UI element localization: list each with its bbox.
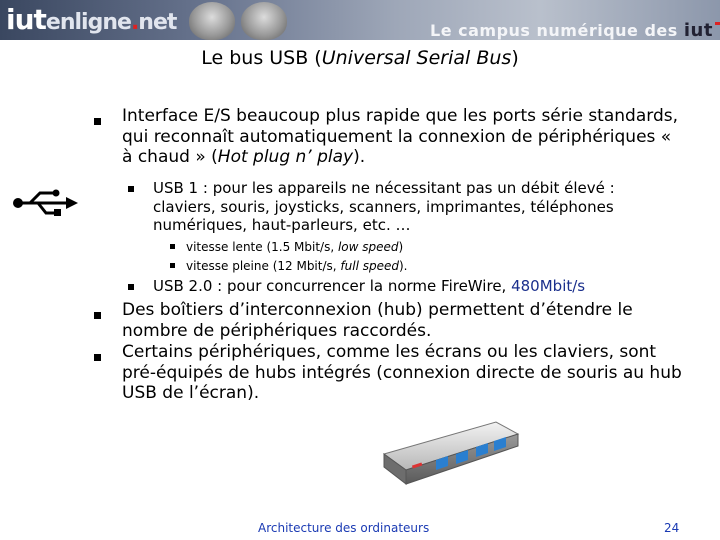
usb-symbol-icon [10, 188, 80, 218]
bullet-usb1: USB 1 : pour les appareils ne nécessitant pas un débit élevé : claviers, souris, joysticks, scanners, imprimantes, téléphones numériques, haut-parleurs, etc. … [153, 179, 615, 234]
campus-iut-logo: iut [684, 20, 720, 40]
footer-course-title: Architecture des ordinateurs [258, 521, 430, 535]
bullet-low-speed: vitesse lente (1.5 Mbit/s, low speed) [186, 240, 404, 254]
bullet-screens: Certains périphériques, comme les écrans ou les claviers, sont pré-équipés de hubs intégrés (connexion directe de souris au hub USB de l’écran). [122, 342, 682, 403]
bullet-marker [170, 263, 175, 268]
footer-page-number: 24 [664, 521, 680, 535]
bullet-hubs: Des boîtiers d’interconnexion (hub) permettent d’étendre le nombre de périphériques raccordés. [122, 300, 633, 341]
campus-tagline: Le campus numérique des iut [430, 20, 720, 40]
bullet-marker [94, 354, 101, 361]
photo-student-2 [241, 2, 287, 40]
bullet-usb2: USB 2.0 : pour concurrencer la norme FireWire, 480Mbit/s [153, 277, 586, 295]
bullet-full-speed: vitesse pleine (12 Mbit/s, full speed). [186, 259, 408, 273]
bullet-marker [170, 244, 175, 249]
bullet-marker [94, 118, 101, 125]
bullet-hot-plug: Interface E/S beaucoup plus rapide que les ports série standards, qui reconnaît automatiquement la connexion de périphériques « à chaud » (Hot plug n’ play). [122, 106, 678, 167]
usb-hub-image [378, 414, 523, 494]
usb2-speed-highlight: 480Mbit/s [511, 277, 586, 295]
slide-title: Le bus USB (Universal Serial Bus) [201, 47, 519, 69]
header-banner [0, 0, 720, 40]
bullet-marker [94, 312, 101, 319]
bullet-marker [128, 284, 134, 290]
photo-student-1 [189, 2, 235, 40]
banner-photos [185, 0, 295, 40]
bullet-marker [128, 186, 134, 192]
iutenligne-logo: iutenligne.net [6, 3, 177, 36]
